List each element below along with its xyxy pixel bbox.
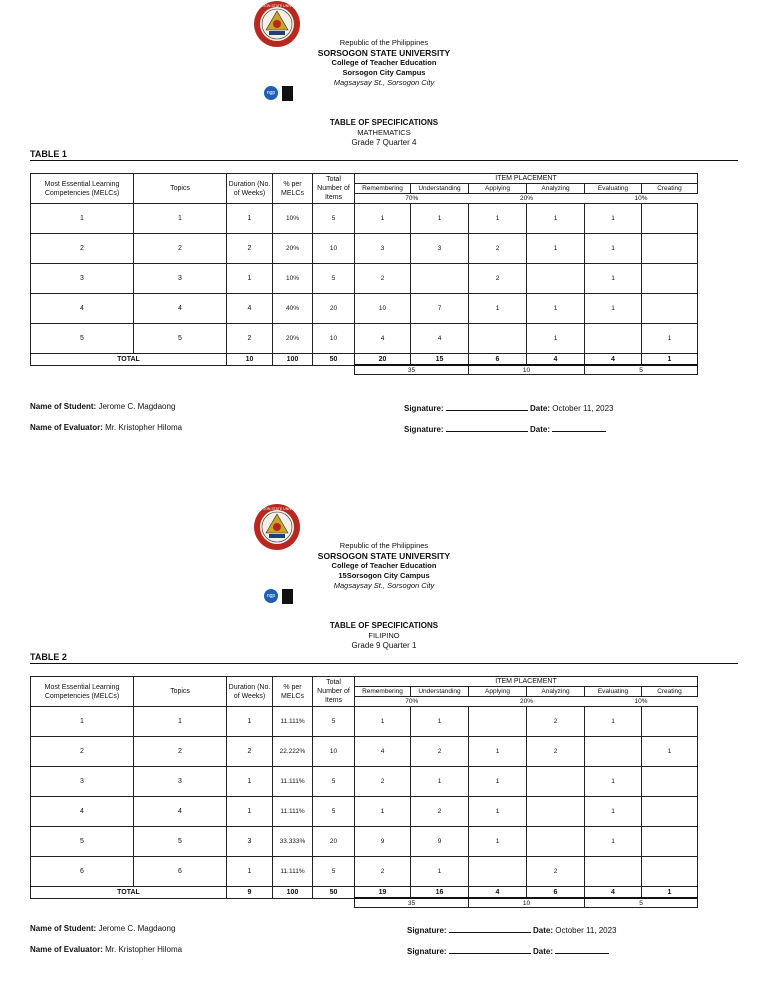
topic-cell: 4 [134,294,227,324]
student-label: Name of Student: [30,924,97,933]
total-duration: 9 [227,887,273,899]
level-cell [585,324,642,354]
duration-cell: 1 [227,767,273,797]
group-sum-row [31,898,698,908]
total-level-cell: 4 [469,887,527,899]
level-cell [642,707,698,737]
tos-title: TABLE OF SPECIFICATIONS [329,621,439,630]
total-level-cell: 1 [642,354,698,366]
republic-line: Republic of the Philippines [339,541,429,550]
pct-header: % per MELCs [273,677,313,707]
pct-cell: 11.111% [273,707,313,737]
pct-cell: 20% [273,234,313,264]
total-level-cell: 15 [411,354,469,366]
level-cell: 1 [585,827,642,857]
level-cell: 7 [411,294,469,324]
total-pct: 100 [273,887,313,899]
level-cell: 1 [585,797,642,827]
duration-cell: 1 [227,204,273,234]
melc-cell: 4 [31,294,134,324]
item-placement-header: ITEM PLACEMENT [355,174,698,184]
svg-text:SORSOGON STATE UNIVERSITY: SORSOGON STATE UNIVERSITY [249,507,305,511]
signature-line-evaluator [404,423,606,434]
level-cell: 1 [585,707,642,737]
duration-header: Duration (No. of Weeks) [227,174,273,204]
group-sum-row [31,365,698,375]
signature-label: Signature: [407,926,447,935]
level-cell: 1 [585,204,642,234]
grade-quarter: Grade 7 Quarter 4 [351,138,417,147]
table-row [31,707,698,737]
campus-address: Magsaysay St., Sorsogon City [333,581,435,590]
level-header-applying: Applying [469,184,527,194]
level-header-creating: Creating [642,687,698,697]
table-row [31,324,698,354]
table-label: TABLE 2 [30,652,67,662]
college-name: College of Teacher Education [331,58,437,67]
level-cell: 2 [355,264,411,294]
level-header-remembering: Remembering [355,687,411,697]
level-cell [527,827,585,857]
level-cell: 1 [527,294,585,324]
level-cell: 10 [355,294,411,324]
evaluator-label: Name of Evaluator: [30,945,103,954]
university-name: SORSOGON STATE UNIVERSITY [317,551,451,561]
level-header-creating: Creating [642,184,698,194]
evaluator-name: Mr. Kristopher Hiloma [105,945,183,954]
group-sum-cell: 5 [585,898,698,908]
duration-cell: 1 [227,264,273,294]
total-level-cell: 19 [355,887,411,899]
items-cell: 5 [313,204,355,234]
campus-address: Magsaysay St., Sorsogon City [333,78,435,87]
group-sum-cell: 10 [469,898,585,908]
group-sum-cell: 35 [355,898,469,908]
level-cell: 1 [469,797,527,827]
level-header-applying: Applying [469,687,527,697]
table-label: TABLE 1 [30,149,67,159]
date-value: October 11, 2023 [552,404,614,413]
level-cell: 2 [469,264,527,294]
level-cell: 1 [469,827,527,857]
pct-cell: 10% [273,204,313,234]
evaluator-name: Mr. Kristopher Hiloma [105,423,183,432]
level-cell [527,264,585,294]
melc-cell: 2 [31,234,134,264]
signature-line-student [407,924,617,935]
level-cell [642,857,698,887]
level-cell [469,857,527,887]
college-name: College of Teacher Education [331,561,437,570]
level-header-analyzing: Analyzing [527,184,585,194]
melc-cell: 2 [31,737,134,767]
level-cell [642,767,698,797]
melcs-header: Most Essential Learning Competencies (MELCs) [31,677,134,707]
level-cell: 9 [411,827,469,857]
table-row [31,234,698,264]
items-cell: 10 [313,234,355,264]
level-header-evaluating: Evaluating [585,184,642,194]
table-row [31,264,698,294]
level-cell: 2 [411,737,469,767]
pct-cell: 11.111% [273,797,313,827]
duration-cell: 1 [227,707,273,737]
group-pct-higher: 10% [585,194,698,204]
melc-cell: 5 [31,827,134,857]
signature-line-evaluator [407,945,609,956]
table-row [31,857,698,887]
level-cell: 1 [469,294,527,324]
duration-cell: 3 [227,827,273,857]
date-blank [555,945,609,954]
items-cell: 10 [313,737,355,767]
level-cell [642,797,698,827]
student-line [30,924,175,933]
level-cell: 1 [585,234,642,264]
total-level-cell: 4 [527,354,585,366]
topics-header: Topics [134,174,227,204]
blank-cell [31,365,355,375]
melc-cell: 1 [31,707,134,737]
melc-cell: 3 [31,264,134,294]
level-header-evaluating: Evaluating [585,687,642,697]
table-row [31,204,698,234]
date-blank [552,423,606,432]
signature-label: Signature: [404,425,444,434]
duration-cell: 1 [227,797,273,827]
group-pct-lower: 70% [355,194,469,204]
level-cell: 2 [527,737,585,767]
campus-name: Sorsogon City Campus [342,68,426,77]
duration-cell: 2 [227,324,273,354]
pct-cell: 33.333% [273,827,313,857]
pct-cell: 10% [273,264,313,294]
ngp-badge-icon: ngp [264,589,278,603]
level-cell: 1 [585,264,642,294]
signature-label: Signature: [407,947,447,956]
pct-cell: 11.111% [273,767,313,797]
student-name: Jerome C. Magdaong [98,402,176,411]
university-name: SORSOGON STATE UNIVERSITY [317,48,451,58]
blank-cell [31,898,355,908]
total-level-cell: 4 [585,887,642,899]
pct-cell: 40% [273,294,313,324]
level-cell [469,707,527,737]
tos-table [30,676,698,908]
table-row [31,767,698,797]
tos-heading [284,621,484,651]
items-cell: 10 [313,324,355,354]
topics-header: Topics [134,677,227,707]
level-cell [585,737,642,767]
melc-cell: 1 [31,204,134,234]
level-cell: 1 [585,294,642,324]
level-cell [642,234,698,264]
items-cell: 5 [313,857,355,887]
university-seal-icon [249,503,305,551]
total-items-header: Total Number of Items [313,174,355,204]
items-cell: 20 [313,294,355,324]
level-cell: 4 [355,324,411,354]
republic-line: Republic of the Philippines [339,38,429,47]
divider [30,160,738,161]
duration-cell: 4 [227,294,273,324]
tos-heading [284,118,484,148]
pct-header: % per MELCs [273,174,313,204]
group-sum-cell: 10 [469,365,585,375]
grade-quarter: Grade 9 Quarter 1 [351,641,417,650]
level-cell [642,204,698,234]
level-cell [469,324,527,354]
total-level-cell: 16 [411,887,469,899]
level-header-analyzing: Analyzing [527,687,585,697]
level-cell [527,797,585,827]
topic-cell: 3 [134,264,227,294]
items-cell: 20 [313,827,355,857]
total-items-header: Total Number of Items [313,677,355,707]
student-name: Jerome C. Magdaong [98,924,176,933]
group-pct-middle: 20% [469,697,585,707]
table-row [31,294,698,324]
level-cell [642,294,698,324]
level-cell: 1 [469,204,527,234]
topic-cell: 3 [134,767,227,797]
date-label: Date: [533,926,554,935]
level-cell [585,857,642,887]
topic-cell: 6 [134,857,227,887]
level-cell: 2 [411,797,469,827]
melc-cell: 6 [31,857,134,887]
total-label: TOTAL [31,887,227,899]
melc-cell: 5 [31,324,134,354]
level-cell [411,264,469,294]
total-level-cell: 20 [355,354,411,366]
total-level-cell: 6 [527,887,585,899]
table-row [31,737,698,767]
duration-cell: 1 [227,857,273,887]
divider [30,663,738,664]
table-row [31,827,698,857]
topic-cell: 2 [134,737,227,767]
level-cell: 9 [355,827,411,857]
iso-badge-icon [282,86,293,101]
evaluator-label: Name of Evaluator: [30,423,103,432]
group-pct-higher: 10% [585,697,698,707]
student-line [30,402,175,411]
pct-cell: 20% [273,324,313,354]
level-cell: 1 [411,204,469,234]
topic-cell: 5 [134,827,227,857]
letterhead [300,541,468,591]
accreditation-badges [264,589,293,604]
level-cell: 4 [355,737,411,767]
melc-cell: 4 [31,797,134,827]
level-cell: 3 [355,234,411,264]
iso-badge-icon [282,589,293,604]
level-cell: 1 [642,324,698,354]
level-cell: 2 [355,767,411,797]
level-cell: 2 [527,857,585,887]
duration-header: Duration (No. of Weeks) [227,677,273,707]
level-cell: 1 [527,324,585,354]
signature-blank [446,423,528,432]
items-cell: 5 [313,707,355,737]
item-placement-header: ITEM PLACEMENT [355,677,698,687]
level-cell: 1 [527,234,585,264]
level-cell: 2 [527,707,585,737]
student-label: Name of Student: [30,402,97,411]
signature-line-student [404,402,614,413]
date-label: Date: [530,404,551,413]
level-cell [642,827,698,857]
group-pct-middle: 20% [469,194,585,204]
group-sum-cell: 5 [585,365,698,375]
total-duration: 10 [227,354,273,366]
duration-cell: 2 [227,737,273,767]
level-cell: 1 [355,707,411,737]
subject-name: MATHEMATICS [357,128,411,137]
evaluator-line [30,945,182,954]
subject-name: FILIPINO [368,631,400,640]
level-cell: 3 [411,234,469,264]
topic-cell: 2 [134,234,227,264]
level-cell: 1 [527,204,585,234]
date-label: Date: [530,425,551,434]
date-value: October 11, 2023 [555,926,617,935]
level-cell: 4 [411,324,469,354]
level-cell: 1 [469,767,527,797]
group-pct-lower: 70% [355,697,469,707]
level-cell: 1 [642,737,698,767]
level-cell: 2 [469,234,527,264]
pct-cell: 11.111% [273,857,313,887]
signature-blank [449,924,531,933]
level-cell [642,264,698,294]
level-cell: 1 [355,797,411,827]
signature-blank [449,945,531,954]
campus-name: 15Sorsogon City Campus [338,571,430,580]
ngp-badge-icon: ngp [264,86,278,100]
tos-table [30,173,698,375]
level-cell: 1 [469,737,527,767]
topic-cell: 5 [134,324,227,354]
total-row [31,887,698,899]
group-sum-cell: 35 [355,365,469,375]
signature-blank [446,402,528,411]
table-row [31,797,698,827]
total-pct: 100 [273,354,313,366]
melc-cell: 3 [31,767,134,797]
level-cell: 1 [585,767,642,797]
accreditation-badges [264,86,293,101]
pct-cell: 22.222% [273,737,313,767]
level-cell: 1 [411,707,469,737]
melcs-header: Most Essential Learning Competencies (MELCs) [31,174,134,204]
items-cell: 5 [313,264,355,294]
letterhead [300,38,468,88]
topic-cell: 1 [134,707,227,737]
evaluator-line [30,423,182,432]
level-cell: 2 [355,857,411,887]
signature-label: Signature: [404,404,444,413]
total-row [31,354,698,366]
total-level-cell: 1 [642,887,698,899]
tos-title: TABLE OF SPECIFICATIONS [329,118,439,127]
items-cell: 5 [313,797,355,827]
level-header-remembering: Remembering [355,184,411,194]
total-level-cell: 6 [469,354,527,366]
total-items: 50 [313,354,355,366]
level-header-understanding: Understanding [411,687,469,697]
total-items: 50 [313,887,355,899]
topic-cell: 1 [134,204,227,234]
university-seal-icon [249,0,305,48]
svg-text:SORSOGON STATE UNIVERSITY: SORSOGON STATE UNIVERSITY [249,4,305,8]
level-header-understanding: Understanding [411,184,469,194]
level-cell: 1 [355,204,411,234]
date-label: Date: [533,947,554,956]
items-cell: 5 [313,767,355,797]
total-level-cell: 4 [585,354,642,366]
level-cell [527,767,585,797]
level-cell: 1 [411,857,469,887]
topic-cell: 4 [134,797,227,827]
level-cell: 1 [411,767,469,797]
duration-cell: 2 [227,234,273,264]
total-label: TOTAL [31,354,227,366]
